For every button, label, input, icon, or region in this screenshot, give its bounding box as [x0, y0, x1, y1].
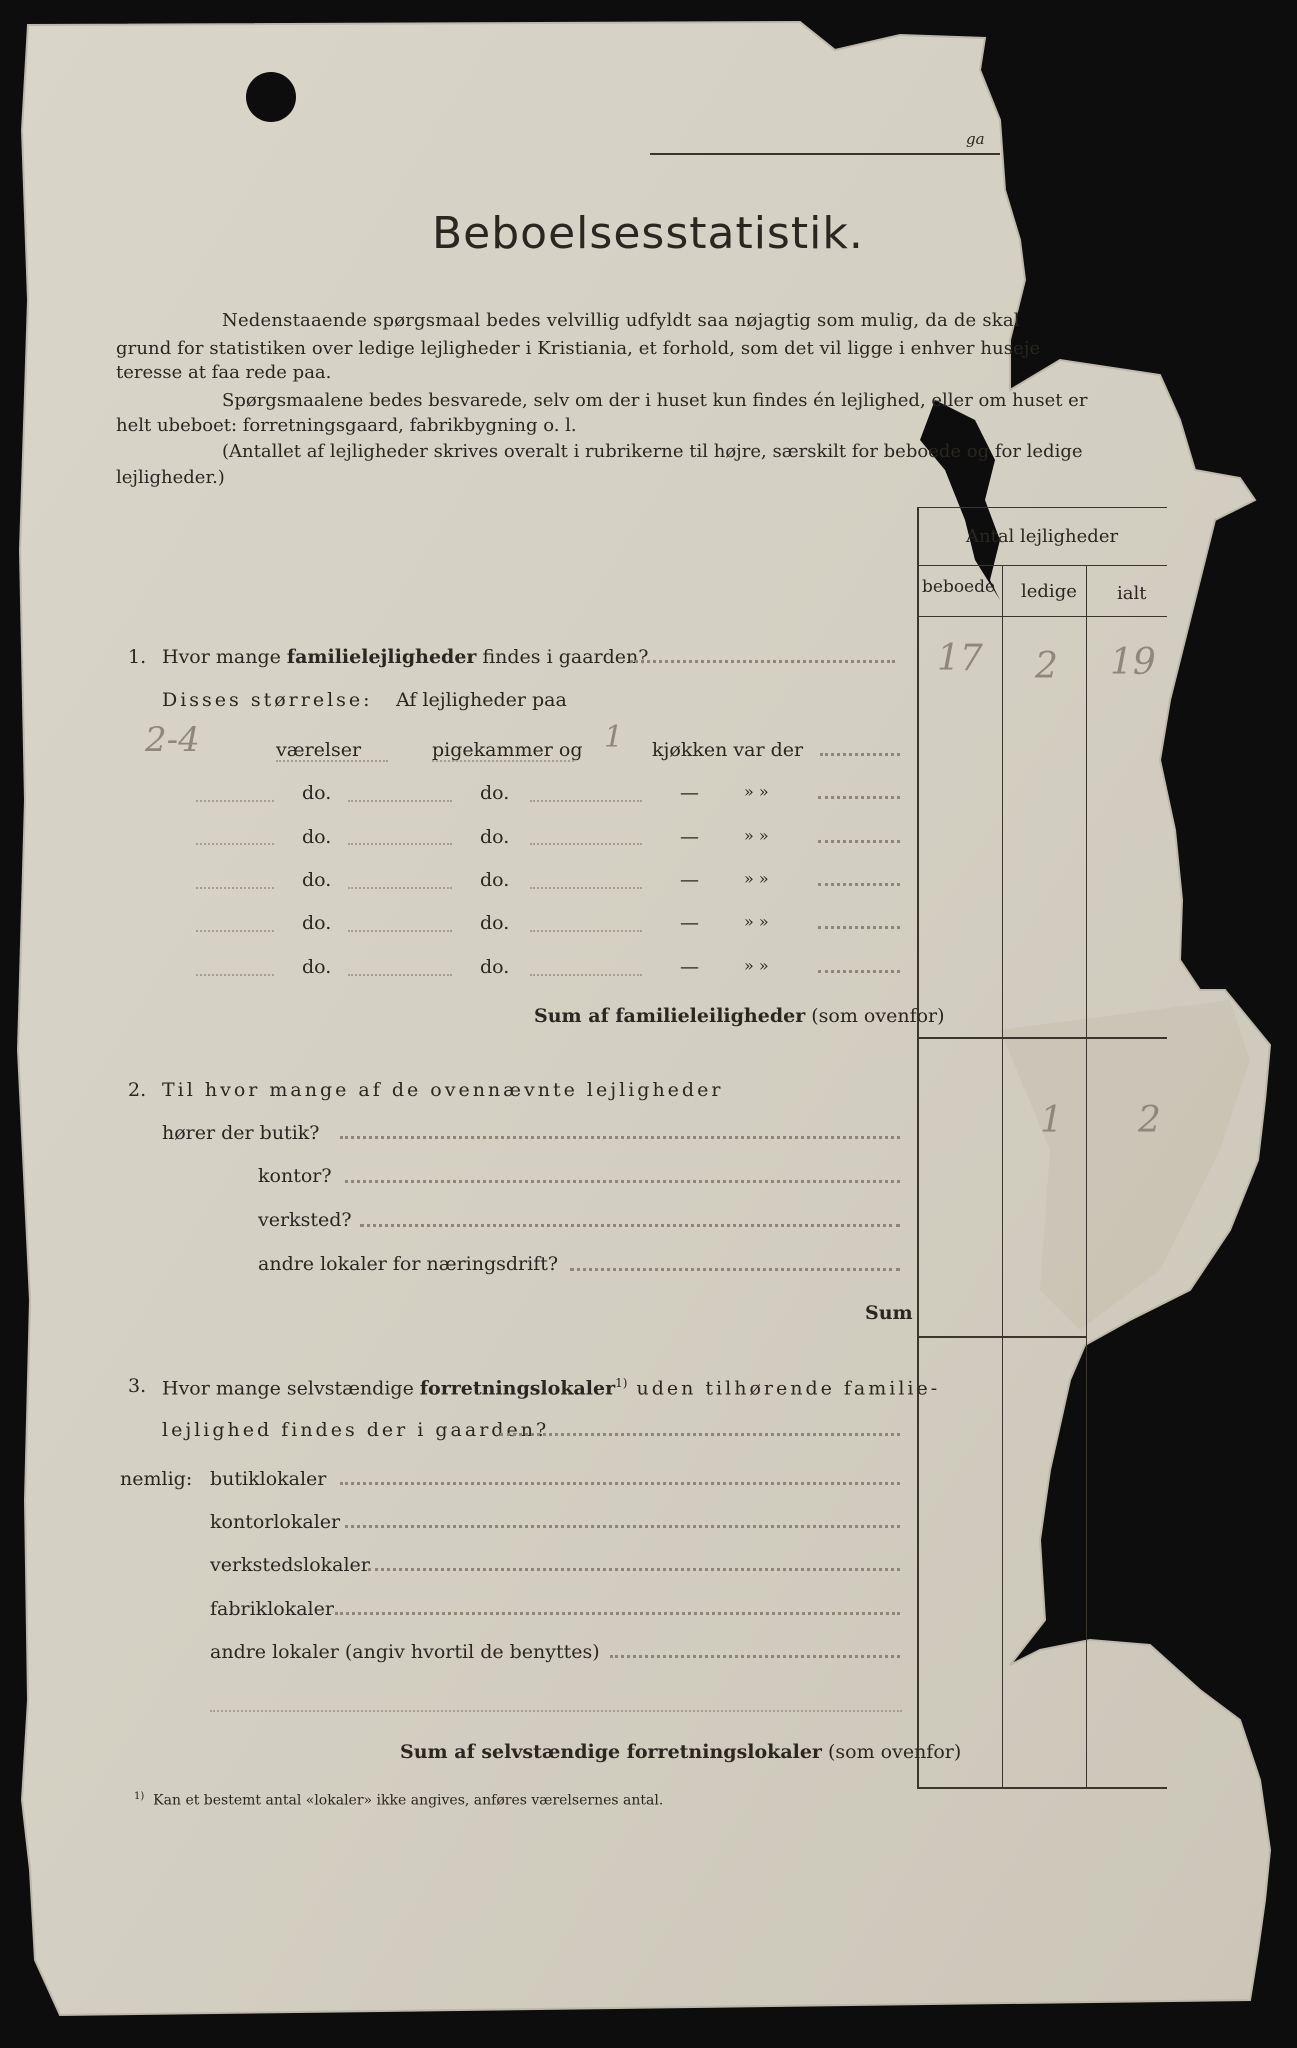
size-row-underline-1b [432, 760, 574, 762]
q1-sizes-label: Disses størrelse: [162, 689, 373, 711]
q2-kontor: kontor? [258, 1165, 332, 1187]
do-row-5-dash: — [680, 956, 699, 978]
intro-line-7: lejligheder.) [116, 467, 225, 488]
size-row-kjokken: kjøkken var der [652, 739, 804, 761]
q3-fabrik: fabriklokaler [210, 1598, 334, 1620]
do-row-1-dash: — [680, 782, 699, 804]
grid-header-mid-rule [917, 565, 1167, 566]
size-answer-vaerelser: 2-4 [145, 720, 200, 760]
q3-andre: andre lokaler (angiv hvortil de benyttes) [210, 1641, 600, 1663]
do-row-2-quote: » » [744, 826, 769, 845]
grid-header-bottom-rule [917, 616, 1167, 617]
q1-answer-ledige: 2 [1035, 646, 1058, 687]
size-row-leader-1 [820, 753, 900, 756]
grid-col-divider-2 [1086, 565, 1087, 1787]
size-answer-kjokken: 1 [604, 720, 624, 755]
q2-text: Til hvor mange af de ovennævnte lejligheder [162, 1079, 724, 1101]
size-row-vaerelser: værelser [276, 739, 362, 761]
q2-andre: andre lokaler for næringsdrift? [258, 1253, 559, 1275]
size-row-underline-1a [276, 760, 388, 762]
do-row-underline-c [530, 974, 642, 976]
column-header-beboede: beboede [922, 577, 996, 597]
q1-answer-beboede: 17 [937, 638, 983, 679]
do-row-3-leader [818, 883, 900, 886]
q3-number: 3. [128, 1375, 147, 1397]
q3-butik-leader [340, 1482, 900, 1485]
do-row-underline-c [530, 930, 642, 932]
q1-sizes-sub: Af lejligheder paa [396, 689, 567, 711]
do-row-underline-a [196, 887, 274, 889]
do-row-3-do-a: do. [302, 869, 332, 891]
grid-col-divider-1 [1002, 565, 1003, 1787]
grid-q1-sum-rule [917, 1037, 1167, 1039]
footnote: $^{1)}$ Kan et bestemt antal «lokaler» ikke angives, anføres værelsernes antal. [134, 1791, 664, 1809]
q2-verksted-leader [360, 1224, 900, 1227]
do-row-underline-a [196, 974, 274, 976]
do-row-4-dash: — [680, 912, 699, 934]
q3-kontor-leader [345, 1525, 900, 1528]
do-row-5-do-b: do. [480, 956, 510, 978]
grid-q3-sum-rule [917, 1787, 1167, 1789]
do-row-5-quote: » » [744, 956, 769, 975]
do-row-5-leader [818, 970, 900, 973]
column-header-ledige: ledige [1021, 581, 1077, 602]
q3-nemlig: nemlig: [120, 1468, 193, 1490]
intro-line-6: (Antallet af lejligheder skrives overalt i rubrikerne til højre, særskilt for beboede og for ledige [222, 441, 1083, 462]
do-row-2-do-b: do. [480, 826, 510, 848]
size-row-pigekammer: pigekammer og [432, 739, 583, 761]
column-group-label: Antal lejligheder [966, 526, 1119, 547]
intro-line-3: teresse at faa rede paa. [116, 362, 332, 383]
do-row-underline-c [530, 800, 642, 802]
grid-top-rule [917, 507, 1167, 508]
do-row-1-quote: » » [744, 782, 769, 801]
do-row-1-do-a: do. [302, 782, 332, 804]
q2-kontor-leader [345, 1180, 900, 1183]
grid-left-border [917, 507, 919, 1787]
do-row-4-leader [818, 926, 900, 929]
do-row-3-dash: — [680, 869, 699, 891]
q1-sum: Sum af familieleiligheder (som ovenfor) [534, 1005, 945, 1027]
header-rule [650, 153, 1000, 155]
punch-hole [246, 72, 296, 122]
q3-blank-line [210, 1710, 902, 1712]
q3-kontor: kontorlokaler [210, 1511, 341, 1533]
do-row-2-do-a: do. [302, 826, 332, 848]
corner-text: ga [966, 130, 985, 148]
q2-verksted: verksted? [258, 1209, 352, 1231]
q2-answer-ialt: 2 [1138, 1100, 1161, 1141]
q2-butik: hører der butik? [162, 1122, 320, 1144]
do-row-underline-b [348, 974, 452, 976]
do-row-1-do-b: do. [480, 782, 510, 804]
q3-text: Hvor mange selvstændige forretningslokaler$^{1)}$ uden tilhørende familie- [162, 1376, 941, 1400]
do-row-underline-b [348, 800, 452, 802]
intro-line-1: Nedenstaaende spørgsmaal bedes velvillig udfyldt saa nøjagtig som mulig, da de skal [222, 310, 1020, 331]
q2-answer-ledige: 1 [1040, 1100, 1063, 1141]
do-row-underline-b [348, 843, 452, 845]
do-row-3-do-b: do. [480, 869, 510, 891]
do-row-4-quote: » » [744, 912, 769, 931]
q2-number: 2. [128, 1079, 147, 1101]
q3-andre-leader [610, 1655, 900, 1658]
q3-butik: butiklokaler [210, 1468, 327, 1490]
q3-verksted: verkstedslokaler [210, 1554, 370, 1576]
do-row-2-leader [818, 840, 900, 843]
q3-line2-leader [500, 1433, 900, 1436]
do-row-2-dash: — [680, 826, 699, 848]
do-row-underline-c [530, 887, 642, 889]
q1-text: Hvor mange familielejligheder findes i gaarden? [162, 646, 649, 668]
q2-sum: Sum [865, 1302, 913, 1324]
intro-line-5: helt ubeboet: forretningsgaard, fabrikbygning o. l. [116, 415, 577, 436]
q3-verksted-leader [368, 1568, 900, 1571]
do-row-underline-b [348, 887, 452, 889]
q2-andre-leader [570, 1268, 900, 1271]
do-row-underline-a [196, 800, 274, 802]
do-row-underline-a [196, 843, 274, 845]
q1-answer-ialt: 19 [1110, 642, 1156, 683]
intro-line-2: grund for statistiken over ledige lejligheder i Kristiania, et forhold, som det vil ligge i enhver huseje [116, 338, 1041, 359]
q1-leader [630, 660, 895, 663]
q1-number: 1. [128, 646, 147, 668]
do-row-underline-a [196, 930, 274, 932]
do-row-4-do-b: do. [480, 912, 510, 934]
q3-line2: lejlighed findes der i gaarden? [162, 1419, 550, 1441]
do-row-underline-b [348, 930, 452, 932]
do-row-1-leader [818, 796, 900, 799]
q2-butik-leader [340, 1136, 900, 1139]
do-row-4-do-a: do. [302, 912, 332, 934]
do-row-5-do-a: do. [302, 956, 332, 978]
q3-fabrik-leader [335, 1612, 900, 1615]
page-title: Beboelsesstatistik. [432, 208, 864, 259]
q3-sum: Sum af selvstændige forretningslokaler (som ovenfor) [400, 1741, 962, 1763]
column-header-ialt: ialt [1117, 583, 1147, 604]
grid-q2-sum-rule [917, 1336, 1087, 1338]
do-row-underline-c [530, 843, 642, 845]
do-row-3-quote: » » [744, 869, 769, 888]
intro-line-4: Spørgsmaalene bedes besvarede, selv om der i huset kun findes én lejlighed, eller om huset er [222, 390, 1088, 411]
